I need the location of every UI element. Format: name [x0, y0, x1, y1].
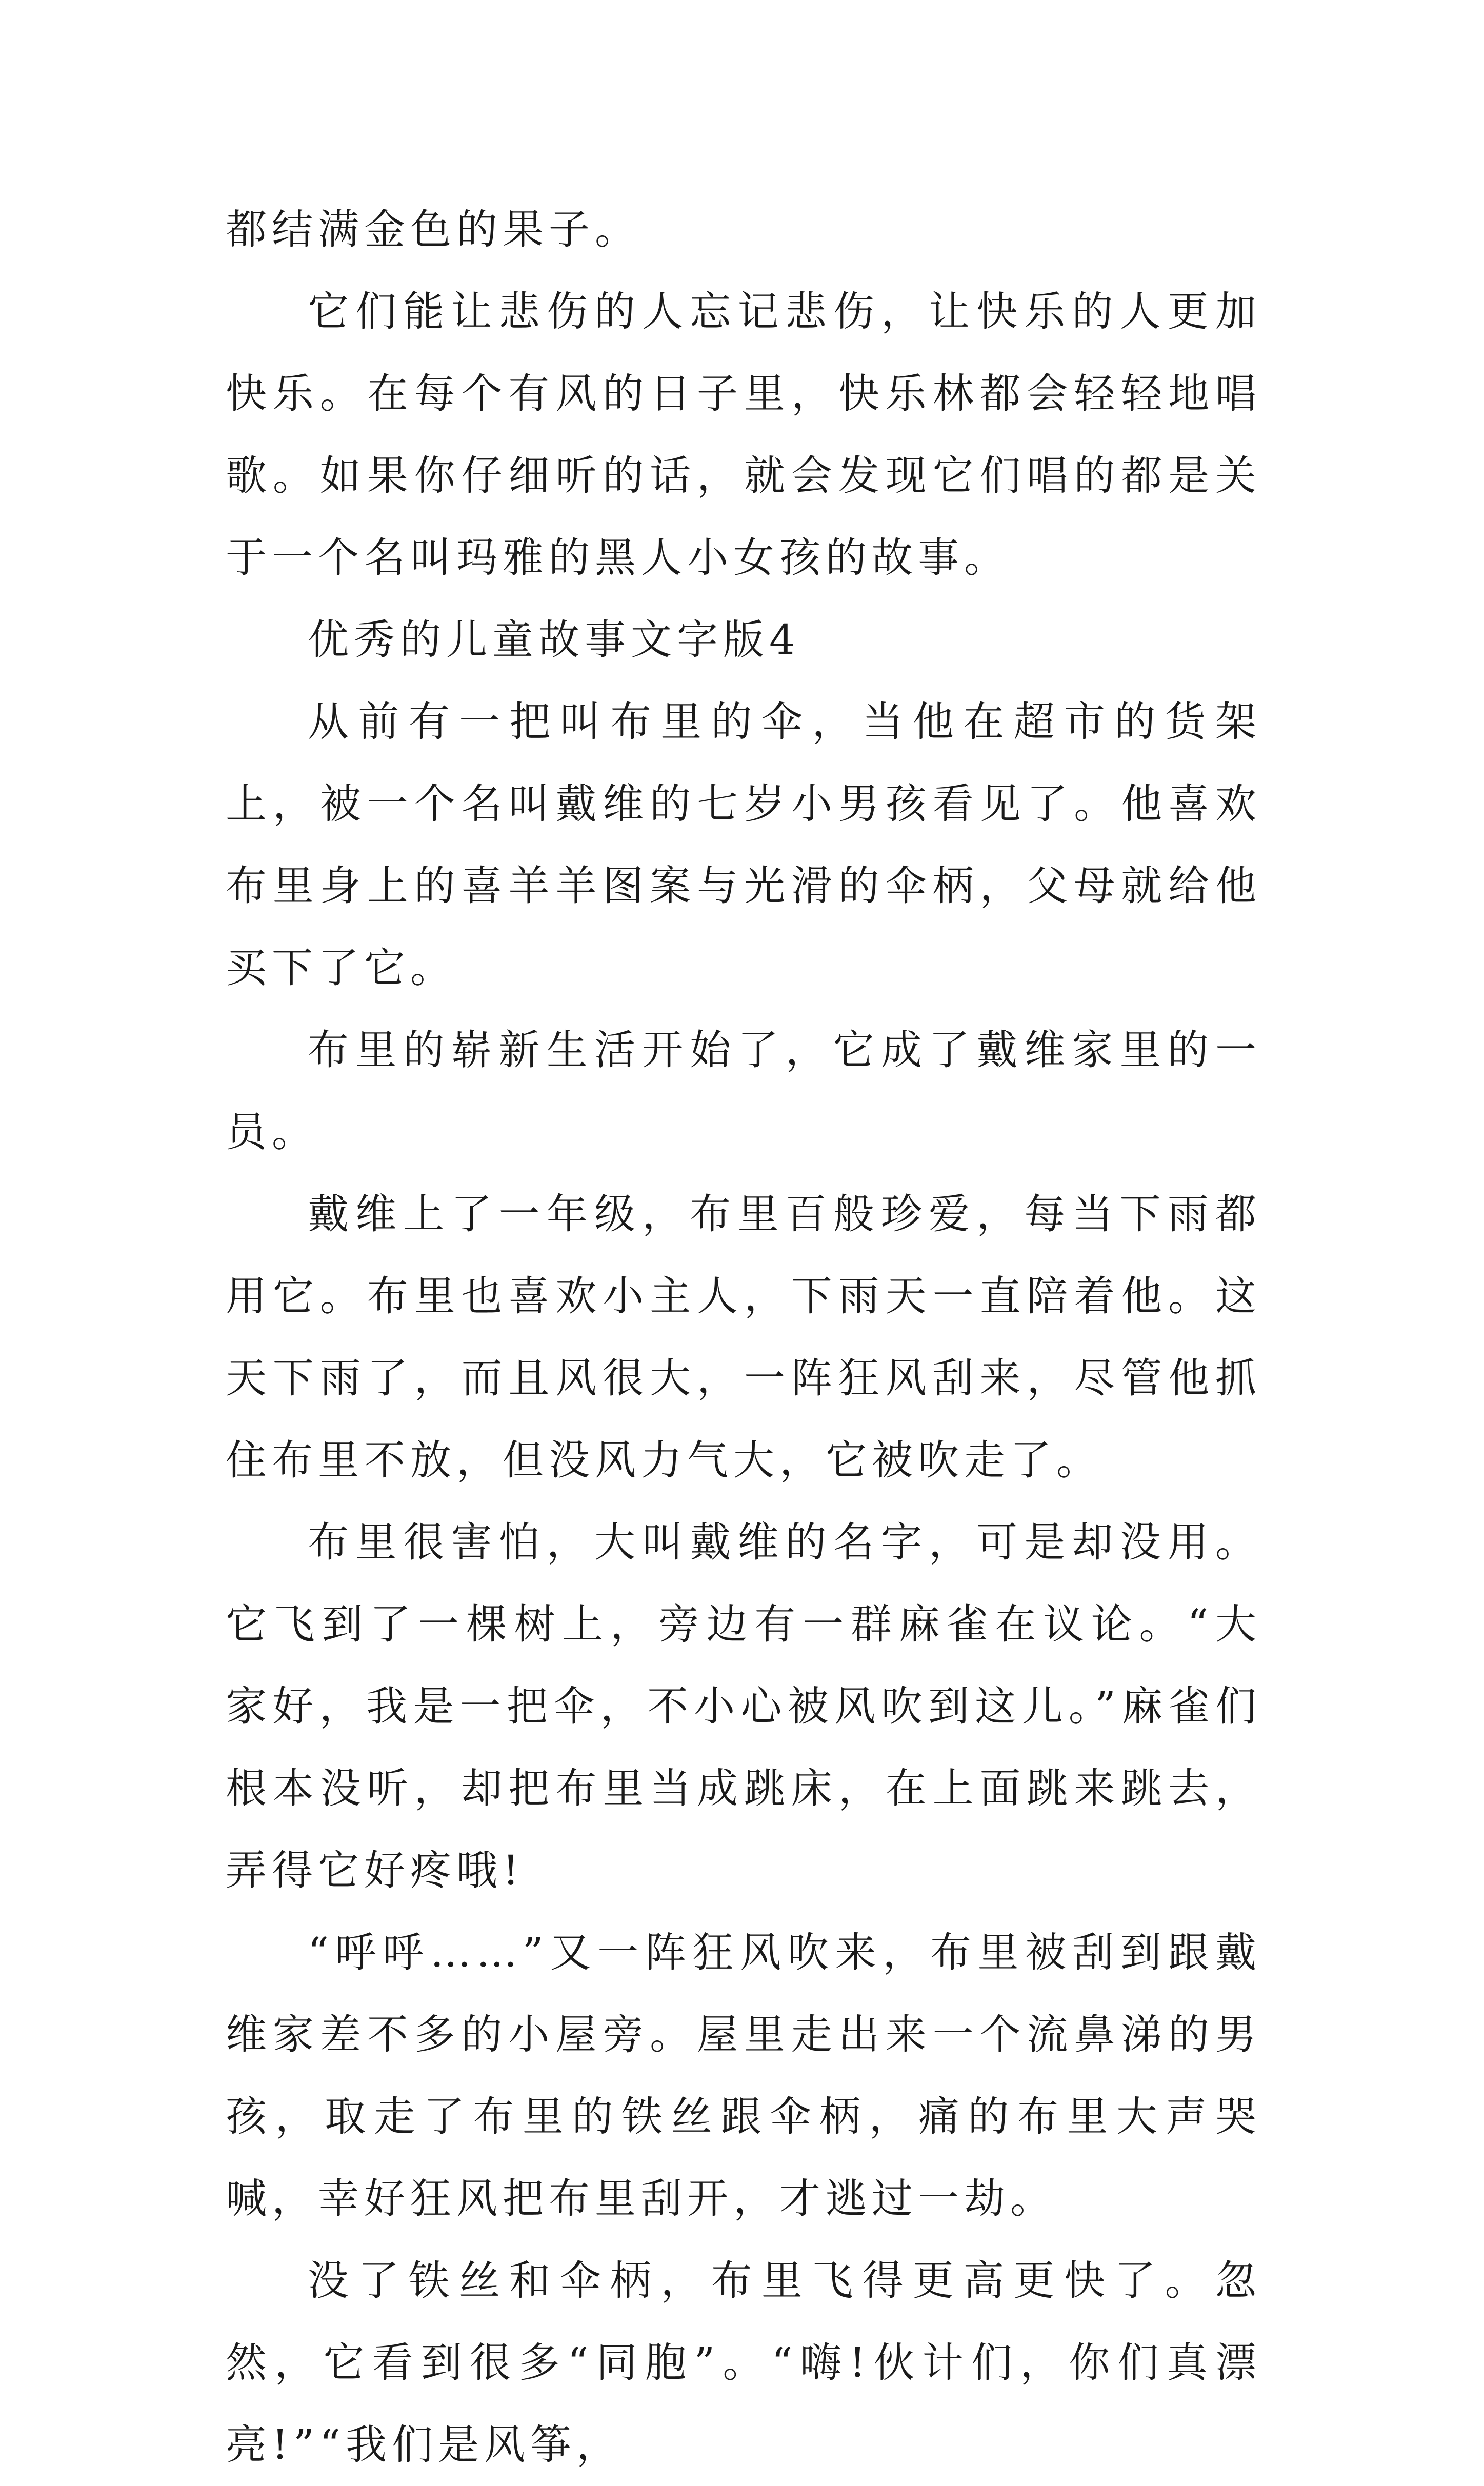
paragraph-7: “呼呼……”又一阵狂风吹来，布里被刮到跟戴维家差不多的小屋旁。屋里走出来一个流鼻涕的男孩，取走了布里的铁丝跟伞柄，痛的布里大声哭喊，幸好狂风把布里刮开，才逃过一劫。	[226, 1929, 1261, 2222]
paragraph-4: 布里的崭新生活开始了，它成了戴维家里的一员。	[226, 1026, 1261, 1156]
paragraph-1: 都结满金色的果子。	[226, 206, 641, 253]
section-heading: 优秀的儿童故事文字版4	[308, 616, 800, 664]
paragraph-5: 戴维上了一年级，布里百般珍爱，每当下雨都用它。布里也喜欢小主人，下雨天一直陪着他。这天下雨了，而且风很大，一阵狂风刮来，尽管他抓住布里不放，但没风力气大，它被吹走了。	[226, 1190, 1261, 1484]
paragraph-6: 布里很害怕，大叫戴维的名字，可是却没用。它飞到了一棵树上，旁边有一群麻雀在议论。“大家好，我是一把伞，不小心被风吹到这儿。”麻雀们根本没听，却把布里当成跳床，在上面跳来跳去，弄得它好疼哦!	[226, 1518, 1261, 1894]
paragraph-8: 没了铁丝和伞柄，布里飞得更高更快了。忽然，它看到很多“同胞”。“嗨!伙计们，你们真漂亮!”“我们是风筝，	[226, 2257, 1261, 2469]
paragraph-2: 它们能让悲伤的人忘记悲伤，让快乐的人更加快乐。在每个有风的日子里，快乐林都会轻轻地唱歌。如果你仔细听的话，就会发现它们唱的都是关于一个名叫玛雅的黑人小女孩的故事。	[226, 288, 1261, 582]
paragraph-3: 从前有一把叫布里的伞，当他在超市的货架上，被一个名叫戴维的七岁小男孩看见了。他喜欢布里身上的喜羊羊图案与光滑的伞柄，父母就给他买下了它。	[226, 698, 1261, 992]
document-body	[226, 189, 1261, 2486]
